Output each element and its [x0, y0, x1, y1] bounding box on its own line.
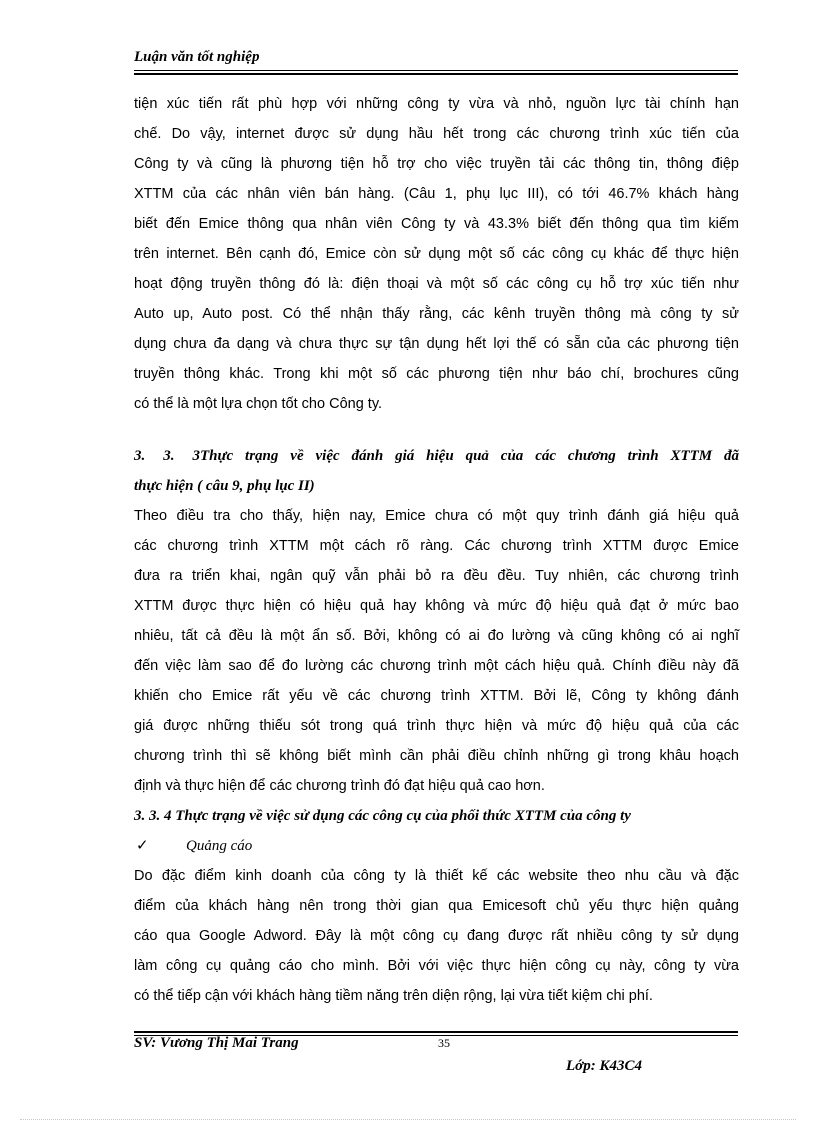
paragraph-line: có thể là một lựa chọn tốt cho Công ty. — [134, 396, 383, 412]
section-gap — [134, 419, 739, 441]
page-number: 35 — [438, 1036, 450, 1050]
paragraph-line: nhiêu, tất cả đều là một ẩn số. Bởi, không có ai đo lường và cũng không có ai nghĩ — [134, 628, 739, 644]
paragraph-line: Auto up, Auto post. Có thể nhận thấy rằng, các kênh truyền thông mà công ty sử — [134, 306, 739, 322]
paragraph-line: tiện xúc tiến rất phù hợp với những công ty vừa và nhỏ, nguồn lực tài chính hạn — [134, 96, 739, 112]
footer-student-name: SV: Vương Thị Mai Trang — [134, 1035, 299, 1051]
paragraph-line: cáo qua Google Adword. Đây là một công cụ đang được rất nhiều công ty sử dụng — [134, 928, 739, 944]
paragraph-line: làm công cụ quảng cáo cho mình. Bởi với việc thực hiện công cụ này, công ty vừa — [134, 958, 739, 974]
paragraph-line: chế. Do vậy, internet được sử dụng hầu hết trong các chương trình xúc tiến của — [134, 126, 739, 142]
paragraph-line: các chương trình XTTM một cách rõ ràng. Các chương trình XTTM được Emice — [134, 538, 739, 554]
paragraph-line: biết đến Emice thông qua nhân viên Công ty và 43.3% biết đến thông qua tìm kiếm — [134, 216, 739, 232]
paragraph-line: Do đặc điểm kinh doanh của công ty là thiết kế các website theo nhu cầu và đặc — [134, 868, 739, 884]
paragraph-line: truyền thông khác. Trong khi một số các phương tiện như báo chí, brochures cũng — [134, 366, 739, 382]
paragraph-line: đến việc làm sao để đo lường các chương trình một cách hiệu quả. Chính điều này đã — [134, 658, 739, 674]
header-rule-thin — [134, 70, 738, 71]
section-heading-333 — [134, 441, 739, 471]
paragraph-line: trên internet. Bên cạnh đó, Emice còn sử dụng một số các công cụ khác để thực hiện — [134, 246, 739, 262]
paragraph-line: hoạt động truyền thông đó là: điện thoại và một số các công cụ hỗ trợ xúc tiến như — [134, 276, 739, 292]
paragraph-line: điểm của khách hàng nên trong thời gian qua Emicesoft chủ yếu thực hiện quảng — [134, 898, 739, 914]
paragraph-line: dụng chưa đa dạng và chưa thực sự tận dụng hết lợi thế có sẵn của các phương tiện — [134, 336, 739, 352]
section-number: 3. 3. 3 — [134, 448, 200, 464]
checkmark-icon: ✓ — [136, 838, 149, 854]
section-title: Thực trạng về việc đánh giá hiệu quả của các chương trình XTTM đã — [200, 448, 739, 464]
paragraph-line: chương trình thì sẽ không biết mình cần phải điều chỉnh những gì trong khâu hoạch — [134, 748, 739, 764]
paragraph-line: khiến cho Emice rất yếu về các chương trình XTTM. Bởi lẽ, Công ty không đánh — [134, 688, 739, 704]
paragraph-line: có thể tiếp cận với khách hàng tiềm năng trên diện rộng, lại vừa tiết kiệm chi phí. — [134, 988, 653, 1004]
section-heading-333-cont: thực hiện ( câu 9, phụ lục II) — [134, 478, 315, 494]
paragraph-line: Theo điều tra cho thấy, hiện nay, Emice chưa có một quy trình đánh giá hiệu quả — [134, 508, 739, 524]
bullet-label: Quảng cáo — [186, 838, 253, 854]
section-heading-334: 3. 3. 4 Thực trạng về việc sử dụng các công cụ của phối thức XTTM của công ty — [134, 808, 631, 824]
bullet-item — [134, 831, 739, 861]
paragraph-line: XTTM của các nhân viên bán hàng. (Câu 1, phụ lục III), có tới 46.7% khách hàng — [134, 186, 739, 202]
footer-class-label: Lớp: K43C4 — [566, 1058, 642, 1074]
paragraph-line: định và thực hiện để các chương trình đó đạt hiệu quả cao hơn. — [134, 778, 545, 794]
page-body — [134, 89, 739, 1011]
footer-rule-thick — [134, 1031, 738, 1033]
paragraph-line: Công ty và cũng là phương tiện hỗ trợ cho việc truyền tải các thông tin, thông điệp — [134, 156, 739, 172]
header-title: Luận văn tốt nghiệp — [134, 49, 260, 65]
paragraph-line: đưa ra triển khai, ngân quỹ vẫn phải bỏ ra đều đều. Tuy nhiên, các chương trình — [134, 568, 739, 584]
paragraph-line: giá được những thiếu sót trong quá trình thực hiện và mức độ hiệu quả của các — [134, 718, 739, 734]
paragraph-line: XTTM được thực hiện có hiệu quả hay không và mức độ hiệu quả đạt ở mức bao — [134, 598, 739, 614]
page-edge-dotted-line — [20, 1119, 796, 1120]
header-rule-thick — [134, 73, 738, 75]
